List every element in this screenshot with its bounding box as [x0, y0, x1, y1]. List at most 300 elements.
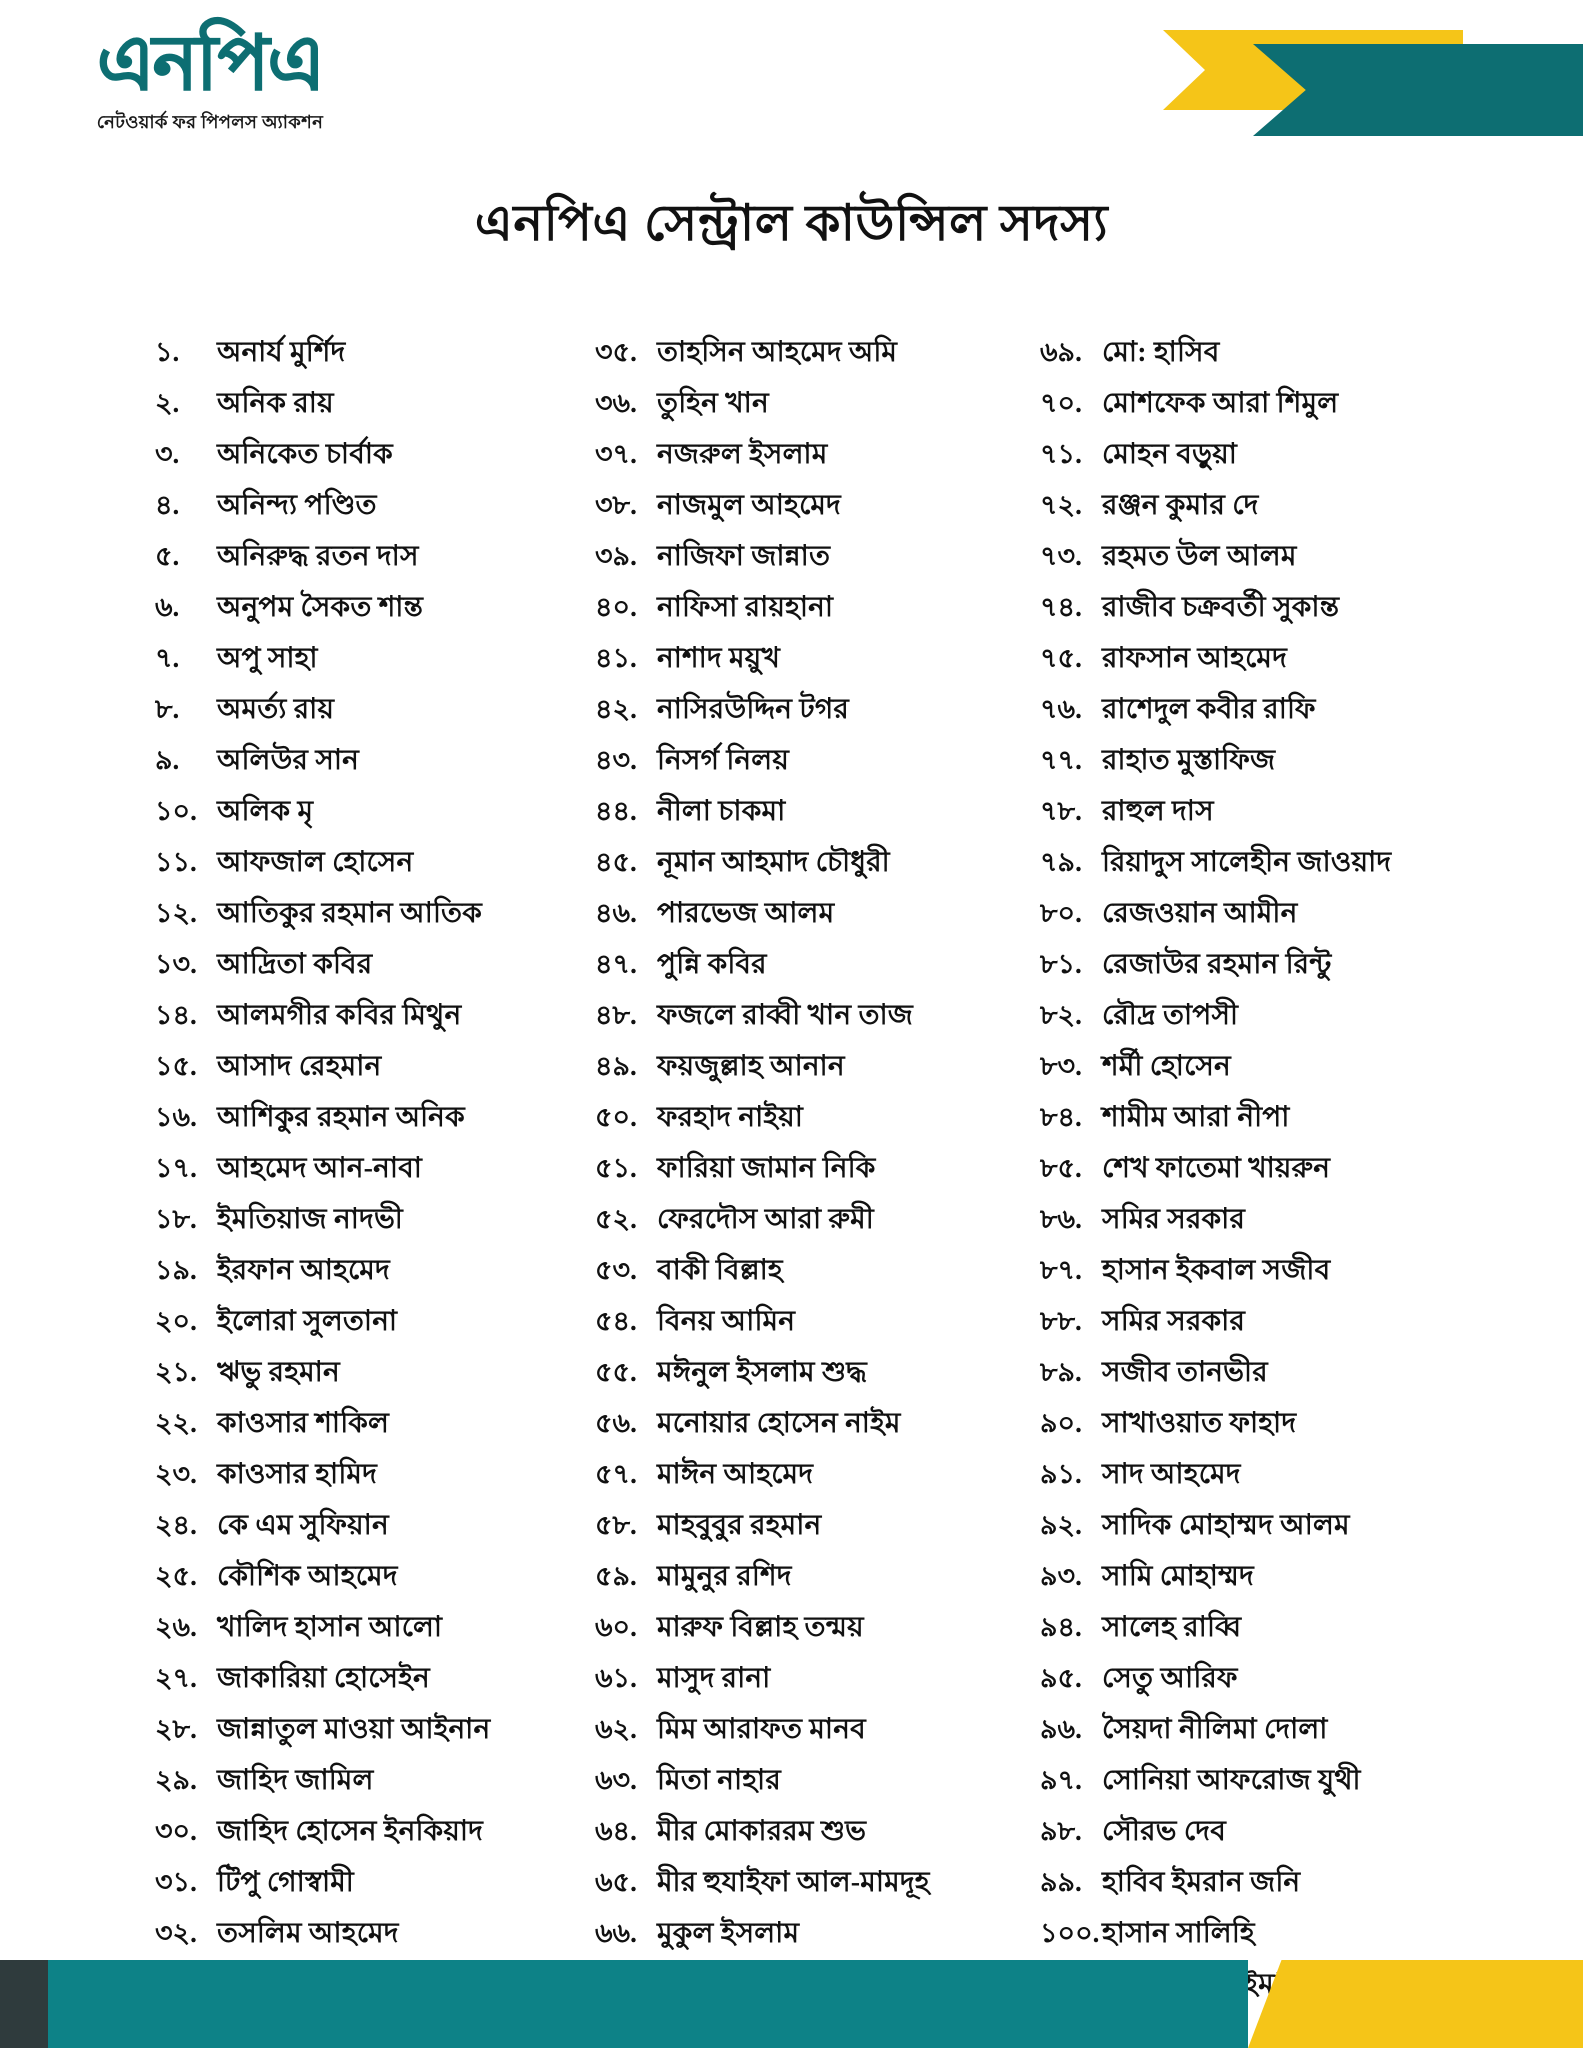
member-name: ফারিয়া জামান নিকি — [657, 1153, 876, 1184]
logo-wordmark: এনপিএ — [96, 21, 324, 106]
member-row — [595, 1248, 905, 1299]
member-row — [155, 1299, 455, 1350]
member-index: ৯২. — [1040, 1510, 1082, 1540]
member-index: ১৬. — [155, 1102, 197, 1132]
member-index: ৯৯. — [1040, 1867, 1082, 1897]
member-name: আফজাল হোসেন — [217, 847, 414, 878]
member-row — [1040, 330, 1425, 381]
member-row — [1040, 1197, 1425, 1248]
member-index: ৮৯. — [1040, 1357, 1082, 1387]
member-index: ২১. — [155, 1357, 197, 1387]
member-row — [155, 432, 455, 483]
member-row — [595, 432, 905, 483]
member-row — [595, 636, 905, 687]
member-index: ৮৩. — [1040, 1051, 1082, 1081]
member-name: মাসুদ রানা — [657, 1663, 771, 1694]
member-list-column-1 — [155, 330, 491, 2048]
member-index: ৯৬. — [1040, 1714, 1082, 1744]
member-index: ৮৪. — [1040, 1102, 1082, 1132]
member-row — [1040, 942, 1425, 993]
member-row — [595, 891, 905, 942]
member-name: অনিন্দ্য পণ্ডিত — [217, 490, 377, 521]
member-index: ৪৮. — [595, 1000, 637, 1030]
member-index: ১. — [155, 337, 180, 367]
member-index: ২৪. — [155, 1510, 197, 1540]
member-row — [155, 1707, 491, 1758]
member-row — [1040, 1299, 1425, 1350]
member-row — [595, 840, 905, 891]
member-index: ৪১. — [595, 643, 637, 673]
page-title: এনপিএ সেন্ট্রাল কাউন্সিল সদস্য — [474, 195, 1109, 251]
member-row — [595, 687, 905, 738]
member-row — [155, 1809, 484, 1860]
member-index: ৫. — [155, 541, 180, 571]
member-row — [595, 1554, 905, 1605]
member-row — [1040, 1452, 1425, 1503]
member-row — [595, 1197, 905, 1248]
member-row — [155, 789, 455, 840]
member-name: রাশেদুল কবীর রাফি — [1102, 694, 1316, 725]
logo-tagline: নেটওয়ার্ক ফর পিপলস অ্যাকশন — [96, 112, 324, 132]
member-name: মোহন বড়ুয়া — [1102, 439, 1238, 470]
member-index: ৪২. — [595, 694, 637, 724]
member-index: ৬১. — [595, 1663, 637, 1693]
member-name: নীলা চাকমা — [657, 796, 786, 827]
member-name: ইলোরা সুলতানা — [217, 1306, 398, 1337]
member-name: ইরফান আহমেদ — [217, 1255, 390, 1286]
member-index: ৯. — [155, 745, 180, 775]
member-name: ফজলে রাব্বী খান তাজ — [657, 1000, 914, 1031]
member-index: ৭. — [155, 643, 180, 673]
member-name: মো: হাসিব — [1102, 337, 1220, 368]
footer-teal-bar — [48, 1960, 1248, 2048]
member-row — [155, 330, 455, 381]
member-row — [1040, 1860, 1425, 1911]
member-name: রাহুল দাস — [1102, 796, 1214, 827]
member-column-1 — [0, 330, 491, 2048]
member-name: তাহসিন আহমেদ অমি — [657, 337, 898, 368]
member-index: ৩৫. — [595, 337, 637, 367]
member-name: কে এম সুফিয়ান — [217, 1510, 389, 1541]
member-name: নিসর্গ নিলয় — [657, 745, 790, 776]
member-index: ৩১. — [155, 1867, 197, 1897]
member-row — [1040, 483, 1425, 534]
member-row — [1040, 1095, 1425, 1146]
member-row — [155, 1095, 465, 1146]
member-name: মারুফ বিল্লাহ তন্ময় — [657, 1612, 864, 1643]
member-index: ৫১. — [595, 1153, 637, 1183]
member-row — [1040, 1605, 1425, 1656]
member-index: ৬৫. — [595, 1867, 637, 1897]
footer-yellow-bar — [1248, 1960, 1583, 2048]
member-index: ৫৫. — [595, 1357, 637, 1387]
member-row — [595, 738, 905, 789]
member-row — [595, 381, 905, 432]
member-index: ২৭. — [155, 1663, 197, 1693]
member-row — [1040, 1554, 1425, 1605]
member-name: রাফসান আহমেদ — [1102, 643, 1287, 674]
member-name: মীর মোকাররম শুভ — [657, 1816, 867, 1847]
member-name: কৌশিক আহমেদ — [217, 1561, 398, 1592]
member-index: ৭৪. — [1040, 592, 1082, 622]
member-index: ৮৫. — [1040, 1153, 1082, 1183]
page-header — [0, 0, 1583, 190]
member-name: আশিকুর রহমান অনিক — [217, 1102, 465, 1133]
member-row — [595, 1401, 905, 1452]
member-row — [595, 993, 914, 1044]
member-index: ৪৪. — [595, 796, 637, 826]
member-row — [1040, 585, 1425, 636]
member-name: অনার্য মুর্শিদ — [217, 337, 346, 368]
page-footer — [0, 1960, 1583, 2048]
member-row — [1040, 534, 1425, 585]
header-decoration — [1163, 30, 1583, 140]
member-row — [155, 942, 455, 993]
member-row — [155, 1452, 455, 1503]
member-index: ৫০. — [595, 1102, 637, 1132]
member-row — [1040, 789, 1425, 840]
member-row — [595, 330, 905, 381]
member-row — [155, 585, 455, 636]
member-name: মোশফেক আরা শিমুল — [1102, 388, 1339, 419]
member-index: ২৩. — [155, 1459, 197, 1489]
member-row — [1040, 381, 1425, 432]
member-name: সৌরভ দেব — [1102, 1816, 1226, 1847]
member-index: ৪০. — [595, 592, 637, 622]
member-row — [155, 1860, 455, 1911]
member-index: ৩৮. — [595, 490, 637, 520]
member-index: ৩০. — [155, 1816, 197, 1846]
member-name: আহমেদ আন-নাবা — [217, 1153, 423, 1184]
member-index: ১২. — [155, 898, 197, 928]
member-row — [1040, 1248, 1425, 1299]
member-name: রাহাত মুস্তাফিজ — [1102, 745, 1276, 776]
member-name: সমির সরকার — [1102, 1204, 1246, 1235]
member-index: ৮১. — [1040, 949, 1082, 979]
member-row — [155, 1401, 455, 1452]
member-name: অপু সাহা — [217, 643, 318, 674]
member-row — [595, 1860, 930, 1911]
member-index: ৭৭. — [1040, 745, 1082, 775]
member-list — [0, 330, 1583, 1949]
member-index: ৬. — [155, 592, 180, 622]
member-name: সেতু আরিফ — [1102, 1663, 1238, 1694]
member-name: ইমতিয়াজ নাদভী — [217, 1204, 404, 1235]
member-row — [595, 1350, 905, 1401]
member-row — [155, 891, 483, 942]
member-name: নূমান আহমাদ চৌধুরী — [657, 847, 890, 878]
member-name: রেজওয়ান আমীন — [1102, 898, 1298, 929]
member-row — [155, 1146, 455, 1197]
member-index: ৪৯. — [595, 1051, 637, 1081]
member-name: ফেরদৌস আরা রুমী — [657, 1204, 874, 1235]
member-row — [155, 1503, 455, 1554]
member-name: রৌদ্র তাপসী — [1102, 1000, 1239, 1031]
member-row — [1040, 687, 1425, 738]
member-name: সাদিক মোহাম্মদ আলম — [1102, 1510, 1350, 1541]
member-row — [595, 1299, 905, 1350]
member-name: জাকারিয়া হোসেইন — [217, 1663, 430, 1694]
member-name: অমর্ত্য রায় — [217, 694, 335, 725]
member-name: অলিক মৃ — [217, 796, 314, 827]
member-index: ৯৮. — [1040, 1816, 1082, 1846]
member-name: পুন্নি কবির — [657, 949, 767, 980]
member-row — [1040, 1758, 1425, 1809]
member-name: রিয়াদুস সালেহীন জাওয়াদ — [1102, 847, 1392, 878]
member-row — [1040, 1911, 1425, 1962]
member-index: ৯০. — [1040, 1408, 1082, 1438]
member-name: সজীব তানভীর — [1102, 1357, 1268, 1388]
member-row — [595, 585, 905, 636]
member-index: ২২. — [155, 1408, 197, 1438]
member-row — [155, 1197, 455, 1248]
member-row — [595, 1707, 905, 1758]
member-index: ২. — [155, 388, 180, 418]
member-row — [1040, 1707, 1425, 1758]
member-index: ৪৬. — [595, 898, 637, 928]
member-name: আসাদ রেহমান — [217, 1051, 382, 1082]
member-name: হাসান ইকবাল সজীব — [1102, 1255, 1331, 1286]
member-name: রেজাউর রহমান রিন্টু — [1102, 949, 1332, 980]
member-index: ৮৬. — [1040, 1204, 1082, 1234]
member-name: সামি মোহাম্মদ — [1102, 1561, 1254, 1592]
member-index: ৪. — [155, 490, 180, 520]
member-name: আলমগীর কবির মিথুন — [217, 1000, 462, 1031]
member-index: ৫৪. — [595, 1306, 637, 1336]
member-row — [155, 483, 455, 534]
member-name: আদ্রিতা কবির — [217, 949, 373, 980]
member-index: ৩৭. — [595, 439, 637, 469]
member-index: ৯৫. — [1040, 1663, 1082, 1693]
member-row — [595, 1044, 905, 1095]
member-name: তসলিম আহমেদ — [217, 1918, 399, 1949]
footer-dark-bar — [0, 1960, 48, 2048]
member-index: ১১. — [155, 847, 197, 877]
member-index: ৮. — [155, 694, 180, 724]
member-row — [155, 636, 455, 687]
member-name: মঈনুল ইসলাম শুদ্ধ — [657, 1357, 868, 1388]
member-name: অনিরুদ্ধ রতন দাস — [217, 541, 419, 572]
member-index: ৭৫. — [1040, 643, 1082, 673]
member-name: কাওসার হামিদ — [217, 1459, 378, 1490]
member-index: ৩২. — [155, 1918, 197, 1948]
member-name: সাদ আহমেদ — [1102, 1459, 1241, 1490]
member-row — [1040, 1656, 1425, 1707]
member-index: ৫৬. — [595, 1408, 637, 1438]
member-index: ৫৯. — [595, 1561, 637, 1591]
member-index: ৩. — [155, 439, 180, 469]
member-name: হাসান সালিহি — [1102, 1918, 1255, 1949]
member-index: ৩৯. — [595, 541, 637, 571]
member-row — [1040, 432, 1425, 483]
member-row — [155, 738, 455, 789]
member-index: ৪৫. — [595, 847, 637, 877]
member-name: নাসিরউদ্দিন টগর — [657, 694, 850, 725]
member-name: বাকী বিল্লাহ — [657, 1255, 783, 1286]
member-index: ৭০. — [1040, 388, 1082, 418]
member-name: খালিদ হাসান আলো — [217, 1612, 443, 1643]
member-row — [155, 1605, 455, 1656]
member-index: ১০. — [155, 796, 197, 826]
member-name: নজরুল ইসলাম — [657, 439, 828, 470]
member-row — [155, 1248, 455, 1299]
member-index: ৫৭. — [595, 1459, 637, 1489]
member-name: সাখাওয়াত ফাহাদ — [1102, 1408, 1297, 1439]
member-index: ২৯. — [155, 1765, 197, 1795]
member-index: ৬৪. — [595, 1816, 637, 1846]
member-row — [1040, 1809, 1425, 1860]
member-name: মিতা নাহার — [657, 1765, 781, 1796]
member-name: শামীম আরা নীপা — [1102, 1102, 1290, 1133]
member-index: ২৬. — [155, 1612, 197, 1642]
member-name: নাশাদ ময়ুখ — [657, 643, 781, 674]
member-index: ৬৬. — [595, 1918, 637, 1948]
member-name: মনোয়ার হোসেন নাইম — [657, 1408, 901, 1439]
member-column-2 — [455, 330, 930, 2048]
member-name: সোনিয়া আফরোজ যুথী — [1102, 1765, 1361, 1796]
member-row — [1040, 636, 1425, 687]
member-index: ৫৩. — [595, 1255, 637, 1285]
member-index: ৯৩. — [1040, 1561, 1082, 1591]
member-row — [595, 1911, 905, 1962]
member-row — [1040, 840, 1425, 891]
member-row — [595, 1095, 905, 1146]
member-row — [1040, 993, 1425, 1044]
member-name: আতিকুর রহমান আতিক — [217, 898, 483, 929]
member-index: ৯৪. — [1040, 1612, 1082, 1642]
member-name: মাঈন আহমেদ — [657, 1459, 814, 1490]
member-index: ৭৯. — [1040, 847, 1082, 877]
member-index: ১০০. — [1040, 1918, 1100, 1948]
member-index: ৬২. — [595, 1714, 637, 1744]
member-index: ৬৩. — [595, 1765, 637, 1795]
member-list-column-3 — [1040, 330, 1425, 2013]
member-name: পারভেজ আলম — [657, 898, 835, 929]
member-index: ৫২. — [595, 1204, 637, 1234]
member-name: ফরহাদ নাইয়া — [657, 1102, 804, 1133]
member-index: ১৯. — [155, 1255, 197, 1285]
member-name: হাবিব ইমরান জনি — [1102, 1867, 1301, 1898]
member-list-column-2 — [595, 330, 930, 2048]
member-name: মাহবুবুর রহমান — [657, 1510, 822, 1541]
member-index: ৭৮. — [1040, 796, 1082, 826]
member-row — [1040, 1350, 1425, 1401]
member-index: ৬৯. — [1040, 337, 1082, 367]
member-row — [155, 840, 455, 891]
member-index: ১৫. — [155, 1051, 197, 1081]
member-row — [1040, 891, 1425, 942]
member-row — [155, 1758, 455, 1809]
member-row — [155, 1911, 455, 1962]
member-name: মীর হুযাইফা আল-মামদূহ — [657, 1867, 930, 1898]
member-name: মামুনুর রশিদ — [657, 1561, 792, 1592]
member-row — [595, 1452, 905, 1503]
member-name: মুকুল ইসলাম — [657, 1918, 800, 1949]
npa-logo — [60, 21, 360, 139]
member-name: কাওসার শাকিল — [217, 1408, 390, 1439]
member-name: নাজমুল আহমেদ — [657, 490, 841, 521]
member-name: জান্নাতুল মাওয়া আইনান — [217, 1714, 491, 1745]
member-row — [595, 789, 905, 840]
member-name: শেখ ফাতেমা খায়রুন — [1102, 1153, 1331, 1184]
member-index: ৪৩. — [595, 745, 637, 775]
member-row — [1040, 1401, 1425, 1452]
member-row — [595, 1758, 905, 1809]
member-index: ৭৬. — [1040, 694, 1082, 724]
member-index: ৩৬. — [595, 388, 637, 418]
member-row — [155, 1350, 455, 1401]
member-row — [595, 1146, 905, 1197]
member-row — [1040, 1503, 1425, 1554]
member-name: শর্মী হোসেন — [1102, 1051, 1231, 1082]
member-name: বিনয় আমিন — [657, 1306, 796, 1337]
member-index: ৪৭. — [595, 949, 637, 979]
member-name: সমির সরকার — [1102, 1306, 1246, 1337]
member-row — [155, 687, 455, 738]
member-column-3 — [905, 330, 1425, 2013]
member-name: সালেহ রাব্বি — [1102, 1612, 1242, 1643]
member-row — [155, 534, 455, 585]
member-row — [155, 1656, 455, 1707]
member-name: অনিক রায় — [217, 388, 334, 419]
member-index: ৫৮. — [595, 1510, 637, 1540]
member-index: ৯৭. — [1040, 1765, 1082, 1795]
member-name: অনিকেত চার্বাক — [217, 439, 393, 470]
member-name: রহমত উল আলম — [1102, 541, 1297, 572]
member-name: টিপু গোস্বামী — [217, 1867, 355, 1898]
member-name: তুহিন খান — [657, 388, 769, 419]
member-name: সৈয়দা নীলিমা দোলা — [1102, 1714, 1328, 1745]
member-index: ১৮. — [155, 1204, 197, 1234]
member-name: অনুপম সৈকত শান্ত — [217, 592, 424, 623]
member-name: মিম আরাফত মানব — [657, 1714, 866, 1745]
member-index: ৬০. — [595, 1612, 637, 1642]
member-index: ৭৩. — [1040, 541, 1082, 571]
member-name: নাজিফা জান্নাত — [657, 541, 831, 572]
member-index: ২৫. — [155, 1561, 197, 1591]
member-name: রাজীব চক্রবর্তী সুকান্ত — [1102, 592, 1340, 623]
member-name: ফয়জুল্লাহ আনান — [657, 1051, 845, 1082]
member-row — [595, 1503, 905, 1554]
member-index: ১৪. — [155, 1000, 197, 1030]
member-row — [595, 534, 905, 585]
member-index: ১৭. — [155, 1153, 197, 1183]
member-index: ৭২. — [1040, 490, 1082, 520]
member-row — [155, 993, 462, 1044]
member-name: অলিউর সান — [217, 745, 360, 776]
member-index: ৮০. — [1040, 898, 1082, 928]
member-row — [595, 483, 905, 534]
member-index: ২৮. — [155, 1714, 197, 1744]
member-index: ১৩. — [155, 949, 197, 979]
member-index: ৭১. — [1040, 439, 1082, 469]
member-row — [595, 942, 905, 993]
member-name: নাফিসা রায়হানা — [657, 592, 834, 623]
member-index: ৯১. — [1040, 1459, 1082, 1489]
member-name: জাহিদ হোসেন ইনকিয়াদ — [217, 1816, 484, 1847]
member-index: ৮৭. — [1040, 1255, 1082, 1285]
member-row — [1040, 1146, 1425, 1197]
member-row — [1040, 738, 1425, 789]
member-name: রঞ্জন কুমার দে — [1102, 490, 1259, 521]
member-row — [595, 1809, 905, 1860]
member-row — [595, 1656, 905, 1707]
member-name: ঋভু রহমান — [217, 1357, 340, 1388]
member-row — [155, 1044, 455, 1095]
member-row — [595, 1605, 905, 1656]
member-name: জাহিদ জামিল — [217, 1765, 374, 1796]
member-index: ৮৮. — [1040, 1306, 1082, 1336]
